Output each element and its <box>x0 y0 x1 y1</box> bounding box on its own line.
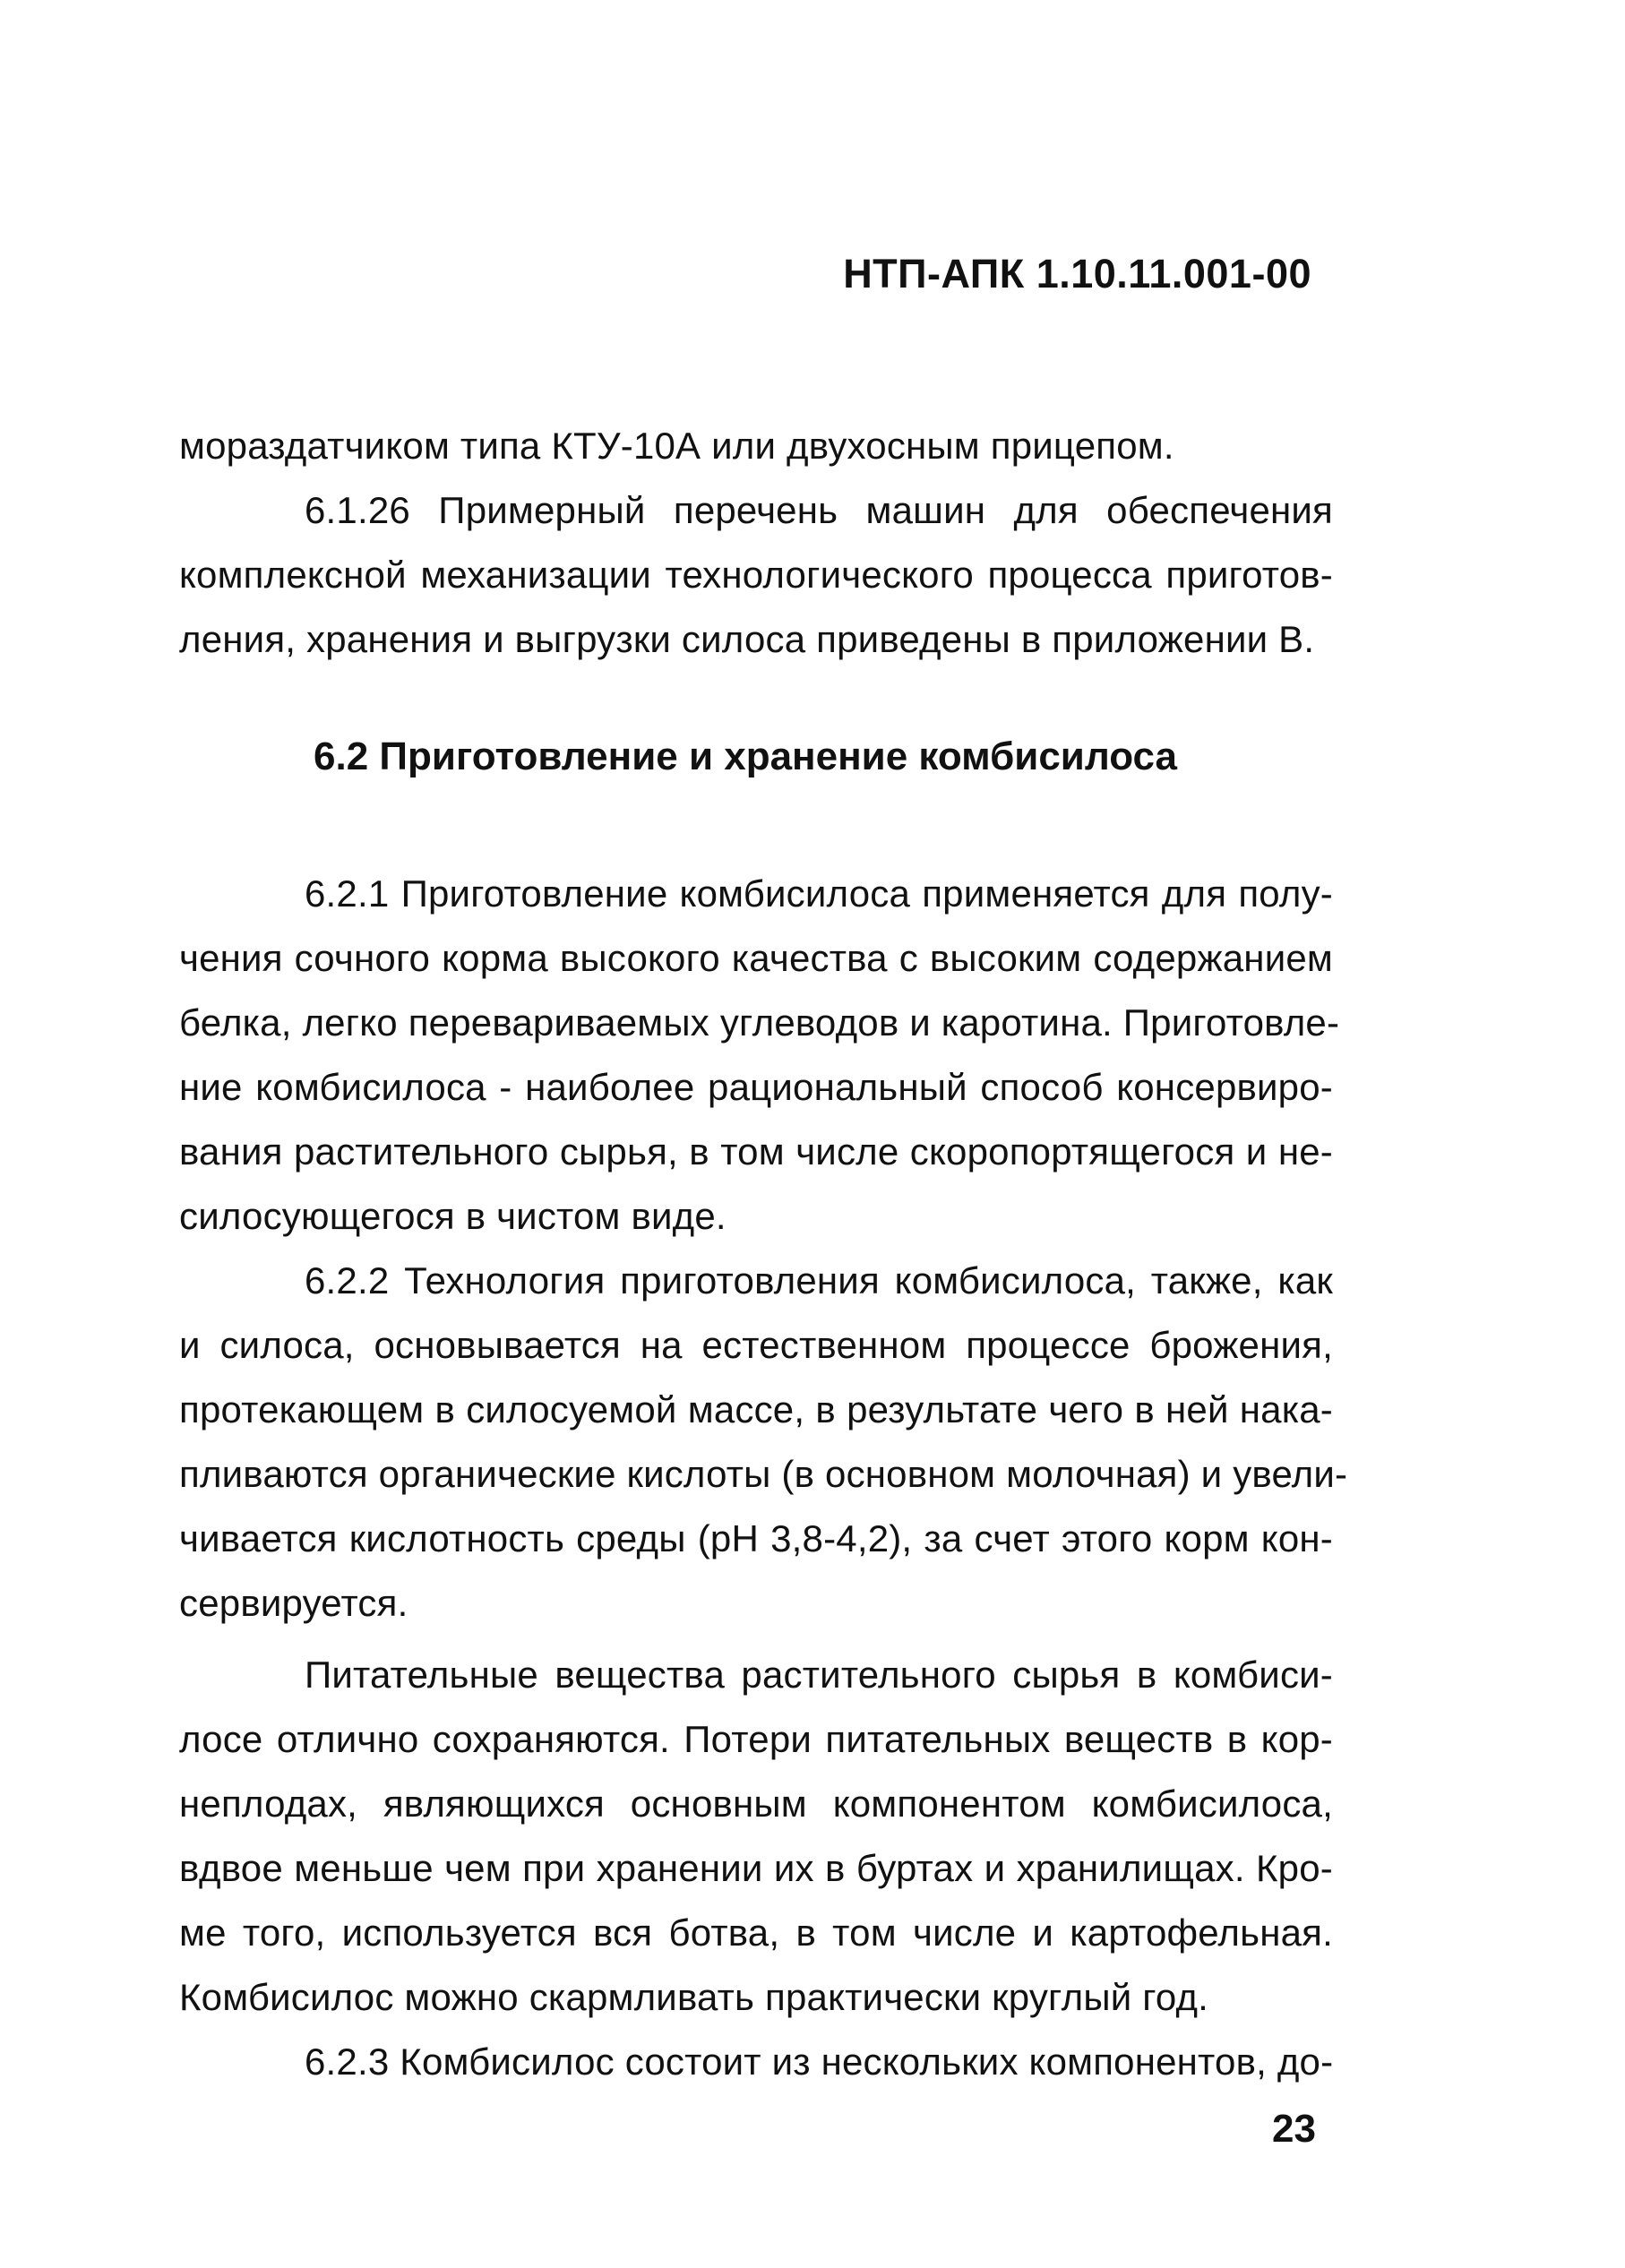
text-line: пливаются органические кислоты (в основном молочная) и увели- <box>179 1453 1348 1495</box>
text-line: протекающем в силосуемой массе, в результате чего в ней нака- <box>179 1388 1333 1430</box>
text-line: ние комбисилоса - наиболее рациональный способ консервиро- <box>179 1066 1333 1108</box>
text-line: 6.1.26 Примерный перечень машин для обеспечения <box>305 489 1333 531</box>
text-line: сервируется. <box>179 1582 408 1624</box>
text-line: мораздатчиком типа КТУ-10А или двухосным прицепом. <box>179 425 1174 467</box>
text-line: 6.2.1 Приготовление комбисилоса применяется для полу- <box>305 872 1333 915</box>
text-line: 6.2.2 Технология приготовления комбисилоса, также, как <box>305 1259 1333 1302</box>
text-line: и силоса, основывается на естественном процессе брожения, <box>179 1324 1333 1366</box>
document-code: НТП-АПК 1.10.11.001-00 <box>843 251 1311 296</box>
text-line: 6.2.3 Комбисилос состоит из нескольких компонентов, до- <box>305 2040 1334 2083</box>
text-line: чивается кислотность среды (рН 3,8-4,2), за счет этого корм кон- <box>179 1517 1333 1559</box>
text-line: вания растительного сырья, в том числе скоропортящегося и не- <box>179 1130 1333 1173</box>
text-line: лосе отлично сохраняются. Потери питательных веществ в кор- <box>179 1718 1333 1760</box>
text-line: ме того, используется вся ботва, в том числе и картофельная. <box>179 1911 1333 1954</box>
text-line: комплексной механизации технологического процесса приготов- <box>179 554 1333 596</box>
section-heading: 6.2 Приготовление и хранение комбисилоса <box>314 735 1178 778</box>
text-line: ления, хранения и выгрузки силоса приведены в приложении В. <box>179 618 1315 660</box>
text-line: белка, легко перевариваемых углеводов и каротина. Приготовле- <box>179 1001 1340 1044</box>
page-number: 23 <box>1272 2107 1316 2151</box>
text-line: Питательные вещества растительного сырья в комбиси- <box>305 1654 1333 1696</box>
text-line: вдвое меньше чем при хранении их в буртах и хранилищах. Кро- <box>179 1847 1333 1889</box>
text-line: неплодах, являющихся основным компонентом комбисилоса, <box>179 1783 1333 1825</box>
text-line: силосующегося в чистом виде. <box>179 1195 727 1237</box>
text-line: Комбисилос можно скармливать практически круглый год. <box>179 1976 1209 2018</box>
text-line: чения сочного корма высокого качества с высоким содержанием <box>179 937 1333 979</box>
